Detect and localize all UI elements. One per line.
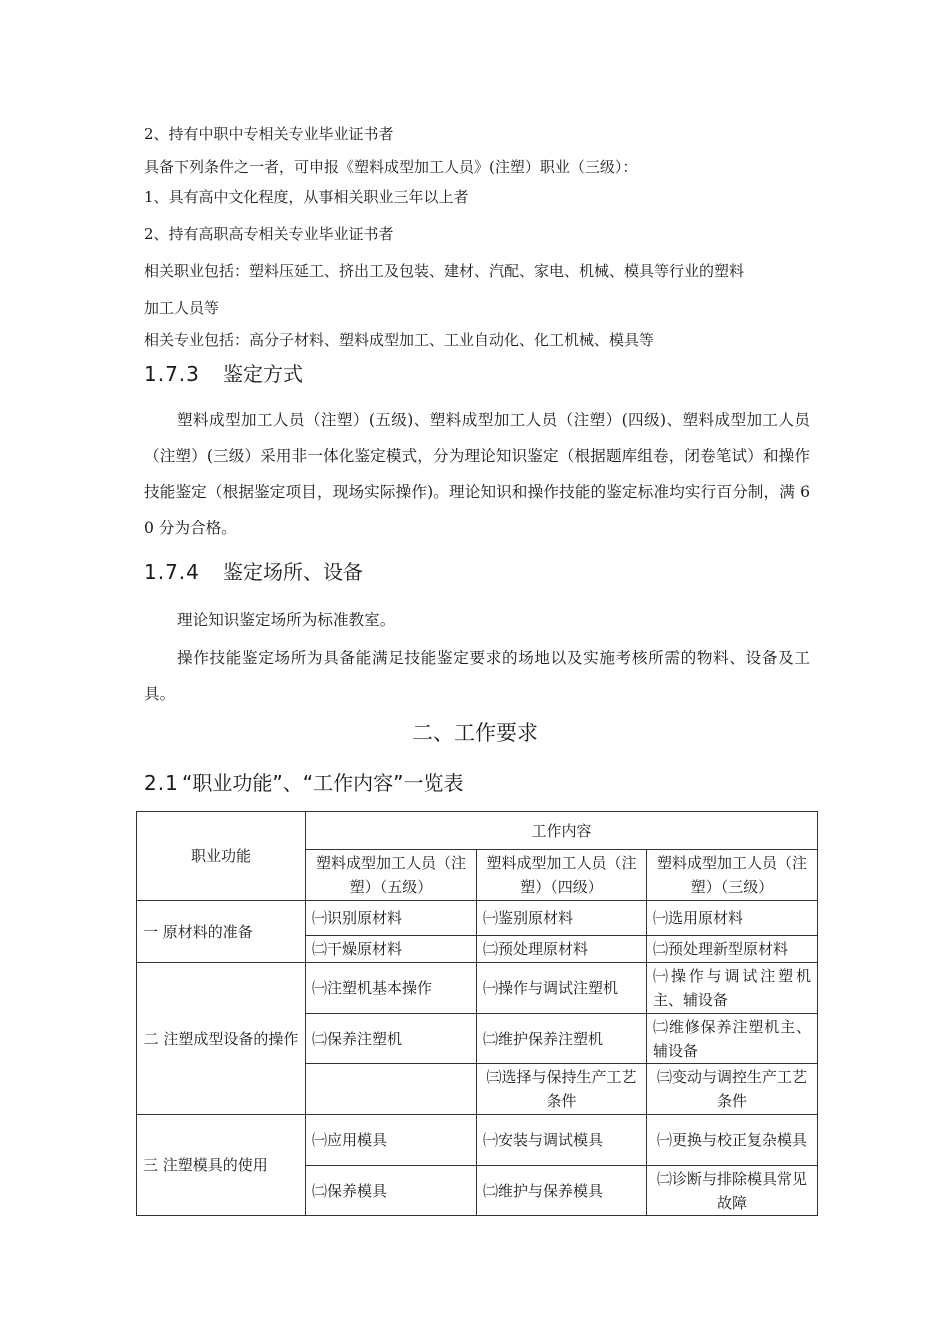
- table-row: [137, 963, 818, 1014]
- section-title: “职业功能”、“工作内容”一览表: [182, 771, 464, 795]
- paragraph-theory-venue: 理论知识鉴定场所为标准教室。: [177, 611, 396, 629]
- table-cell: ㈡预处理原材料: [477, 936, 647, 963]
- table-cell: ㈠操作与调试注塑机: [477, 963, 647, 1014]
- function-cell: 一 原材料的准备: [137, 901, 306, 963]
- table-cell: ㈡维修保养注塑机主、辅设备: [647, 1014, 818, 1064]
- table-cell: ㈢变动与调控生产工艺条件: [647, 1064, 818, 1115]
- table-cell: ㈠选用原材料: [647, 901, 818, 936]
- header-content: 工作内容: [306, 812, 818, 850]
- section-number: 2.1: [144, 771, 179, 795]
- table-cell: ㈠操作与调试注塑机主、辅设备: [647, 963, 818, 1014]
- table-cell: ㈡保养注塑机: [306, 1014, 477, 1064]
- section-heading-2-1: [144, 770, 463, 796]
- section-title: 鉴定方式: [223, 362, 303, 386]
- text-line: 2、持有高职高专相关专业毕业证书者: [144, 225, 394, 243]
- table-cell: ㈠鉴别原材料: [477, 901, 647, 936]
- section-number: 1.7.4: [144, 560, 200, 584]
- table-row: [137, 1115, 818, 1166]
- table-cell: ㈡保养模具: [306, 1166, 477, 1216]
- table-cell: ㈢选择与保持生产工艺条件: [477, 1064, 647, 1115]
- text-line: 1、具有高中文化程度，从事相关职业三年以上者: [144, 188, 469, 206]
- section-heading-1-7-4: [144, 559, 363, 585]
- text-line: 2、持有中职中专相关专业毕业证书者: [144, 125, 394, 143]
- table-header-row: [137, 812, 818, 850]
- function-cell: 二 注塑成型设备的操作: [137, 963, 306, 1115]
- level-header: 塑料成型加工人员（注塑）（三级）: [647, 850, 818, 901]
- table-cell: [306, 1064, 477, 1115]
- level-header: 塑料成型加工人员（注塑）（五级）: [306, 850, 477, 901]
- table-cell: ㈠注塑机基本操作: [306, 963, 477, 1014]
- text-line: 相关专业包括：高分子材料、塑料成型加工、工业自动化、化工机械、模具等: [144, 331, 655, 349]
- table-cell: ㈡维护保养注塑机: [477, 1014, 647, 1064]
- table-cell: ㈠识别原材料: [306, 901, 477, 936]
- text-line: 加工人员等: [144, 299, 220, 317]
- table-cell: ㈠应用模具: [306, 1115, 477, 1166]
- table-row: [137, 901, 818, 936]
- section-number: 1.7.3: [144, 362, 200, 386]
- table-cell: ㈠安装与调试模具: [477, 1115, 647, 1166]
- chapter-title: 二、工作要求: [412, 721, 538, 745]
- level-header: 塑料成型加工人员（注塑）（四级）: [477, 850, 647, 901]
- work-content-table: [136, 811, 818, 1216]
- table-cell: ㈡预处理新型原材料: [647, 936, 818, 963]
- table-cell: ㈡诊断与排除模具常见故障: [647, 1166, 818, 1216]
- header-function: 职业功能: [137, 812, 306, 901]
- table-cell: ㈡维护与保养模具: [477, 1166, 647, 1216]
- paragraph-skill-venue: 操作技能鉴定场所为具备能满足技能鉴定要求的场地以及实施考核所需的物料、设备及工具。: [144, 649, 810, 703]
- text-line: 相关职业包括：塑料压延工、挤出工及包装、建材、汽配、家电、机械、模具等行业的塑料: [144, 262, 745, 280]
- section-title: 鉴定场所、设备: [223, 560, 363, 584]
- paragraph-appraisal-method: 塑料成型加工人员（注塑）(五级)、塑料成型加工人员（注塑）(四级)、塑料成型加工人员（注塑）(三级）采用非一体化鉴定模式，分为理论知识鉴定（根据题库组卷，闭卷笔试）和操作技能鉴定（根据鉴定项目，现场实际操作)。理论知识和操作技能的鉴定标准均实行百分制，满 60 分为合格。: [144, 411, 810, 537]
- table-cell: ㈡干燥原材料: [306, 936, 477, 963]
- table-cell: ㈠更换与校正复杂模具: [647, 1115, 818, 1166]
- section-heading-1-7-3: [144, 361, 303, 387]
- text-line: 具备下列条件之一者，可申报《塑料成型加工人员》(注塑）职业（三级）：: [144, 158, 638, 176]
- function-cell: 三 注塑模具的使用: [137, 1115, 306, 1216]
